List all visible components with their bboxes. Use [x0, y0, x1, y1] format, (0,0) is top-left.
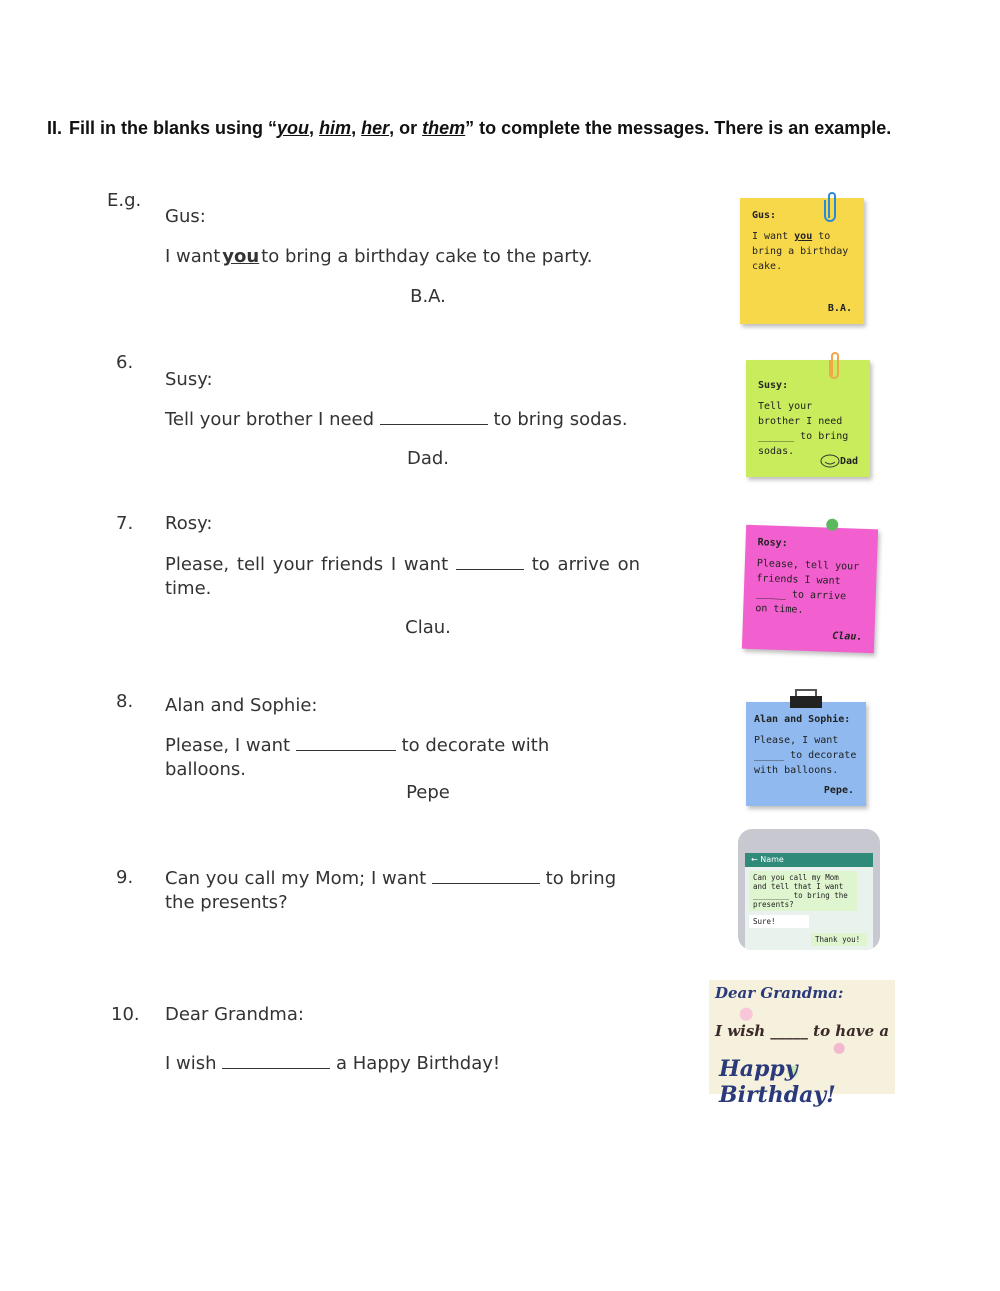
note-recipient: Gus:: [752, 210, 777, 221]
note-answer: you: [794, 231, 813, 242]
item-10-sentence: [165, 1051, 645, 1076]
note-text: to bring a birthday cake.: [752, 231, 849, 272]
heading-outro: ” to complete the messages. There is an example.: [465, 118, 892, 138]
item-7-text-after: to arrive on time.: [165, 554, 640, 599]
item-10-blank[interactable]: [222, 1051, 330, 1069]
heading-sep: , or: [389, 118, 423, 138]
note-recipient: Susy:: [758, 380, 789, 391]
note-signature: B.A.: [827, 303, 852, 314]
item-7-number: 7.: [116, 513, 134, 534]
paperclip-icon: [824, 190, 840, 224]
smiley-icon: [820, 454, 840, 468]
word-them: them: [422, 118, 466, 138]
heading-intro: Fill in the blanks using “: [69, 118, 278, 138]
example-answer: you: [222, 246, 260, 267]
item-8-sentence: [165, 733, 585, 782]
card-greeting: Dear Grandma:: [715, 984, 844, 1002]
chat-reply: Sure!: [749, 915, 809, 928]
birthday-card-image: [709, 980, 895, 1108]
example-signature: B.A.: [410, 286, 446, 307]
item-6-blank[interactable]: [380, 407, 488, 425]
item-6-number: 6.: [116, 352, 134, 373]
word-him: him: [319, 118, 352, 138]
item-8-signature: Pepe: [406, 782, 450, 803]
note-text: Please, tell your friends I want _____ to arrive on time.: [755, 558, 860, 616]
item-9-text-after: to bring the presents?: [165, 868, 617, 913]
item-6-recipient: Susy:: [165, 369, 213, 390]
card-happy-birthday: Happy Birthday!: [719, 1056, 836, 1108]
item-8-recipient: Alan and Sophie:: [165, 695, 318, 716]
sticky-note-rosy: [742, 525, 878, 654]
item-6-text-before: Tell your brother I need: [165, 409, 375, 430]
item-7-text-before: Please, tell your friends I want: [165, 554, 449, 575]
instructions-heading: [47, 116, 927, 141]
example-label: E.g.: [107, 190, 142, 211]
item-8-number: 8.: [116, 691, 134, 712]
binder-clip-icon: [788, 688, 824, 710]
note-text: Tell your brother I need ______ to bring sodas.: [758, 401, 849, 457]
item-8-text-before: Please, I want: [165, 735, 291, 756]
example-sentence: [165, 245, 645, 269]
item-10-number: 10.: [111, 1004, 140, 1025]
note-recipient: Alan and Sophie:: [754, 714, 851, 725]
word-her: her: [361, 118, 390, 138]
heading-sep: ,: [309, 118, 320, 138]
note-text: Please, I want _____ to decorate with balloons.: [754, 735, 857, 776]
item-9-number: 9.: [116, 867, 134, 888]
item-9-sentence: [165, 866, 645, 915]
back-arrow-icon: ←: [751, 855, 758, 864]
note-signature: Pepe.: [823, 785, 854, 796]
chat-header: [745, 853, 873, 867]
note-recipient: Rosy:: [757, 537, 788, 550]
item-6-signature: Dad.: [406, 448, 450, 469]
sticky-note-susy: [746, 360, 870, 477]
item-7-blank[interactable]: [456, 552, 524, 570]
item-8-blank[interactable]: [296, 733, 396, 751]
note-signature: [820, 454, 858, 469]
item-9-blank[interactable]: [432, 866, 540, 884]
example-text-after: to bring a birthday cake to the party.: [261, 246, 593, 267]
chat-contact-name: Name: [760, 855, 784, 864]
chat-thanks: Thank you!: [811, 933, 867, 946]
sticky-note-gus: [740, 198, 864, 324]
section-number: II.: [47, 118, 63, 138]
phone-chat-image: [738, 829, 880, 950]
note-text: I want: [752, 231, 789, 242]
item-6-text-after: to bring sodas.: [493, 409, 628, 430]
item-8-text-after: to decorate with balloons.: [165, 735, 550, 780]
item-10-text-after: a Happy Birthday!: [336, 1053, 501, 1074]
chat-screen: [745, 853, 873, 950]
item-7-recipient: Rosy:: [165, 513, 213, 534]
note-signature: Clau.: [832, 630, 863, 643]
heading-sep: ,: [351, 118, 362, 138]
pushpin-icon: [824, 517, 841, 534]
word-you: you: [277, 118, 310, 138]
item-10-recipient: Dear Grandma:: [165, 1004, 304, 1025]
chat-message: Can you call my Mom and tell that I want ________ to bring the presents?: [749, 871, 857, 911]
item-9-text-before: Can you call my Mom; I want: [165, 868, 427, 889]
note-signature-text: Dad: [839, 456, 858, 467]
item-7-sentence: [165, 552, 640, 601]
example-text-before: I want: [165, 246, 221, 267]
sticky-note-alan-sophie: [746, 702, 866, 806]
item-7-signature: Clau.: [405, 617, 451, 638]
item-6-sentence: [165, 407, 645, 432]
paperclip-icon: [828, 350, 842, 380]
example-recipient: Gus:: [165, 206, 206, 227]
card-wish: I wish _____ to have a: [715, 1022, 890, 1040]
item-10-text-before: I wish: [165, 1053, 217, 1074]
